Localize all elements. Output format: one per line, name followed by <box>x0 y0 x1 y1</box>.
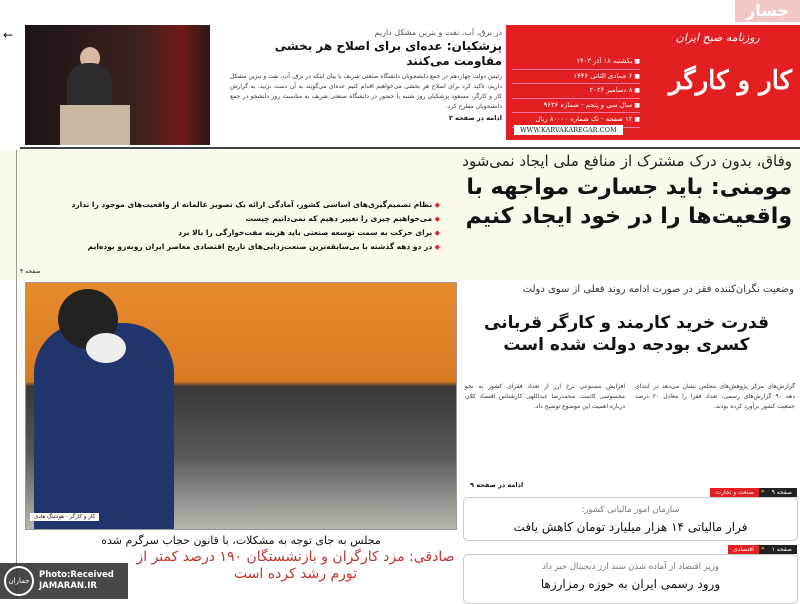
bottom-article-headline[interactable]: صادقی: مزد کارگران و بازنشستگان ۱۹۰ درصد کمتر از تورم رشد کرده است <box>136 549 455 582</box>
main-photo <box>25 282 457 530</box>
right-article-kicker: وضعیت نگران‌کننده فقر در صورت ادامه روند فعلی از سوی دولت <box>522 284 794 295</box>
masthead <box>506 25 800 140</box>
lead-bullet: ◆ برای حرکت به سمت توسعه صنعتی باید هزینه مفت‌خوارگی را بالا برد <box>20 226 440 240</box>
lead-headline[interactable]: مومنی: باید جسارت مواجهه با واقعیت‌ها را در خود ایجاد کنیم <box>465 175 792 229</box>
photo-caption: کار و کارگر - هوشنگ هادی <box>30 513 99 521</box>
date-hijri: ■ ۶ جمادی الثانی ۱۴۴۶ <box>512 70 640 85</box>
lead-bullets <box>20 198 440 254</box>
section-name: صنعت و تجارت <box>710 488 758 497</box>
top-article-body: رئیس دولت چهاردهم در جمع دانشجویان دانشگاه صنعتی شریف با بیان اینکه در برق، آب، نفت و بنزین مشکل داریم، تاکید کرد برای اصلاح هر بخشی می‌خواهیم اقدام کنیم عده‌ای می‌گویند به آن دست نزنید. به گزارش کار و کارگر، مسعود پزشکیان روز شنبه با حضور در دانشگاه صنعتی شریف به مناسبت روز دانشجو در جمع دانشجویان مطرح کرد. <box>230 73 502 110</box>
news-box-crypto[interactable] <box>463 545 798 604</box>
website-link[interactable]: WWW.KARVAKAREGAR.COM <box>514 125 623 135</box>
photo-person <box>67 63 112 111</box>
price: ■ ۱۲ صفحه - تک شماره ۸۰۰۰۰ ریال <box>512 113 640 128</box>
continued-link[interactable]: ادامه در صفحه ۲ <box>448 114 502 122</box>
date-gregorian: ■ ۸ دسامبر ۲۰۲۴ <box>512 84 640 99</box>
arrow-icon: ← <box>3 28 14 42</box>
box-headline[interactable]: فرار مالیاتی ۱۴ هزار میلیارد تومان کاهش یافت <box>513 520 748 534</box>
section-tag <box>728 545 797 554</box>
right-article-headline[interactable]: قدرت خرید کارمند و کارگر قربانی کسری بودجه دولت شده است <box>484 313 769 355</box>
jamaran-logo: جماران <box>4 566 34 596</box>
section-name: اقتصادی <box>728 545 759 554</box>
section-tag <box>710 488 797 497</box>
lead-page-ref[interactable]: صفحه ۴ <box>20 268 41 275</box>
page-ref: صفحه ۹ <box>767 488 797 497</box>
box-kicker: سازمان امور مالیاتی کشور: <box>581 505 680 515</box>
right-article-body <box>465 382 795 412</box>
slogan: روزنامه صبح ایران <box>675 31 760 44</box>
page-ref: صفحه ۱ <box>767 545 797 554</box>
chevron-icon: « <box>760 488 765 495</box>
photo-worker-mask <box>86 333 126 363</box>
photo-podium <box>60 105 130 145</box>
continued-link[interactable]: ادامه در صفحه ۹ <box>470 481 524 489</box>
credit-line: Photo:Received <box>39 570 114 580</box>
lead-bullet: ◆ در دو دهه گذشته با بی‌سابقه‌ترین صنعت‌زدایی‌های تاریخ اقتصادی معاصر ایران روبه‌رو بوده‌ایم <box>20 240 440 254</box>
date-persian: ■ یکشنبه ۱۸ آذر ۱۴۰۳ <box>512 55 640 70</box>
section-tag: جسار <box>735 0 800 22</box>
top-article <box>230 28 502 122</box>
lead-kicker: وفاق، بدون درک مشترک از منافع ملی ایجاد نمی‌شود <box>462 152 792 170</box>
credit-site: JAMARAN.IR <box>39 581 97 591</box>
chevron-icon: « <box>760 545 765 552</box>
right-article-col1: گزارش‌های مرکز پژوهش‌های مجلس نشان می‌دهد در ابتدای دهه ۹۰ گزارش‌های رسمی، تعداد فقرا را معادل ۲۰ درصد جمعیت کشور برآورد کرده بودند. <box>635 383 795 410</box>
newspaper-logo: کار و کارگر <box>668 66 792 96</box>
right-article-col2: افزایش مصنوعی نرخ ارز از تعداد فقرای کشور به نحو محسوسی کاست. محمدرضا عبداللهی کارشناس اقتصاد کلان درباره اهمیت این موضوع توضیح داد. <box>465 383 625 410</box>
issue-meta <box>512 55 640 128</box>
bottom-article-kicker: مجلس به جای توجه به مشکلات، با قانون حجاب سرگرم شده <box>101 534 381 547</box>
top-article-headline[interactable]: پزشکیان: عده‌ای برای اصلاح هر بخشی مقاومت می‌کنند <box>274 39 502 68</box>
issue-number: ■ سال سی و پنجم - شماره ۹۶۳۶ <box>512 99 640 114</box>
divider <box>20 147 800 149</box>
top-article-kicker: در برق، آب، نفت و بنزین مشکل داریم <box>374 28 502 37</box>
column-rule <box>16 150 17 599</box>
lead-bullet: ◆ نظام تصمیم‌گیری‌های اساسی کشور، آمادگی ارائه یک تصویر عالمانه از واقعیت‌های موجود را ندارد <box>20 198 440 212</box>
box-headline[interactable]: ورود رسمی ایران به حوزه رمزارزها <box>540 577 721 591</box>
photo-credit-watermark <box>0 563 128 599</box>
lead-bullet: ◆ می‌خواهیم چیزی را تغییر دهیم که نمی‌دانیم چیست <box>20 212 440 226</box>
news-box-tax[interactable] <box>463 488 798 541</box>
top-photo <box>25 25 210 145</box>
box-kicker: وزیر اقتصاد از آماده شدن سند ارز دیجیتال خبر داد <box>541 562 720 572</box>
